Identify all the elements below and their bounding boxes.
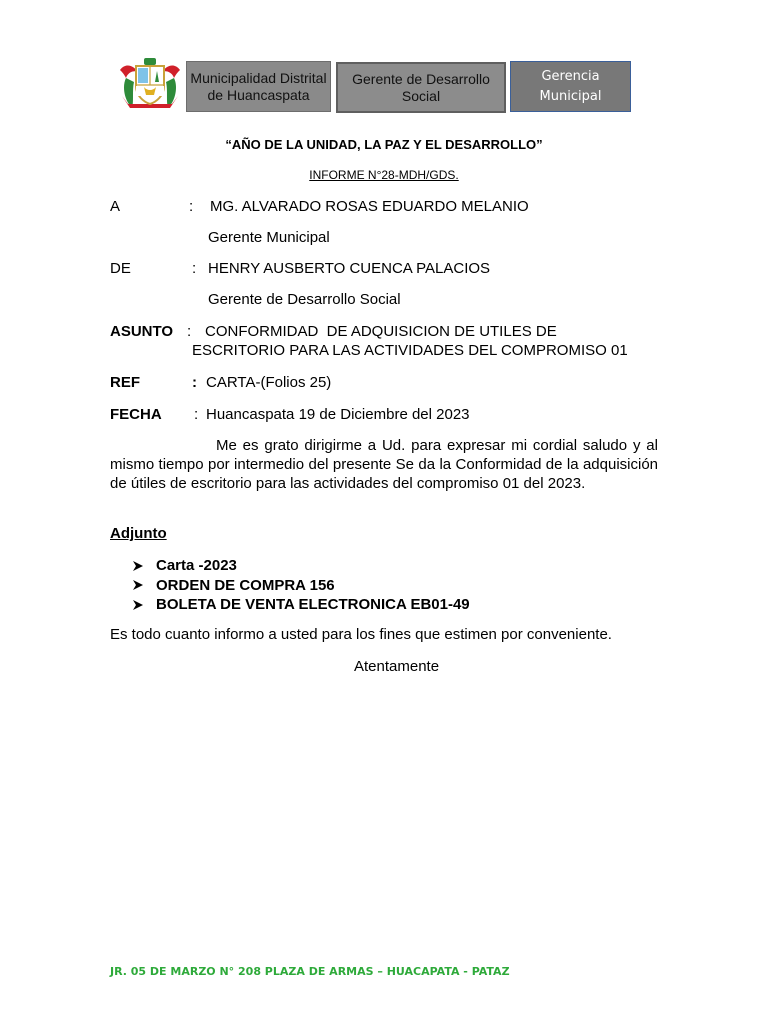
de-sender-name: HENRY AUSBERTO CUENCA PALACIOS	[208, 260, 491, 277]
fecha-label: FECHA	[110, 406, 162, 423]
footer-address: JR. 05 DE MARZO N° 208 PLAZA DE ARMAS – HUACAPATA - PATAZ	[110, 965, 510, 978]
adjunto-item-2: ORDEN DE COMPRA 156	[156, 576, 335, 594]
a-colon: :	[189, 198, 194, 215]
ref-colon: :	[192, 374, 197, 391]
adjunto-item-1: Carta -2023	[156, 557, 237, 574]
asunto-colon: :	[187, 323, 192, 340]
arrow-bullet-icon	[132, 560, 156, 572]
municipality-name: Municipalidad Distrital de Huancaspata	[190, 69, 327, 103]
a-label: A	[110, 198, 121, 215]
informe-number: INFORME N°28-MDH/GDS.	[309, 168, 459, 182]
asunto-line-2: ESCRITORIO PARA LAS ACTIVIDADES DEL COMPROMISO 01	[192, 342, 628, 359]
municipality-label-box	[186, 61, 331, 112]
arrow-bullet-icon	[132, 579, 156, 591]
a-recipient-name: MG. ALVARADO ROSAS EDUARDO MELANIO	[210, 198, 529, 215]
arrow-bullet-icon	[132, 599, 156, 611]
fecha-colon: :	[194, 406, 199, 423]
year-motto: “AÑO DE LA UNIDAD, LA PAZ Y EL DESARROLLO”	[225, 137, 543, 152]
body-paragraph	[110, 436, 658, 493]
asunto-label: ASUNTO	[110, 323, 174, 340]
ref-label: REF	[110, 374, 140, 391]
adjunto-list	[132, 556, 470, 615]
closing-sentence: Es todo cuanto informo a usted para los fines que estimen por conveniente.	[110, 626, 612, 643]
list-item	[132, 576, 470, 596]
ref-value: CARTA-(Folios 25)	[206, 374, 332, 391]
body-text: Me es grato dirigirme a Ud. para expresar mi cordial saludo y al mismo tiempo por intermedio del presente Se da la Conformidad de la adquisición de útiles de escritorio para las actividades del compromiso 01 del 2023.	[110, 437, 658, 492]
peru-coat-of-arms-icon	[116, 56, 184, 112]
adjunto-heading: Adjunto	[110, 525, 167, 542]
signoff: Atentamente	[354, 658, 440, 675]
asunto-line-1: CONFORMIDAD DE ADQUISICION DE UTILES DE	[205, 323, 557, 340]
list-item	[132, 595, 470, 615]
fecha-value: Huancaspata 19 de Diciembre del 2023	[206, 406, 470, 423]
office-name: Gerente de Desarrollo Social	[352, 70, 490, 104]
de-sender-role: Gerente de Desarrollo Social	[208, 291, 401, 308]
de-label: DE	[110, 260, 131, 277]
office-label-box	[336, 62, 506, 113]
gerencia-label-box	[510, 61, 631, 112]
adjunto-item-3: BOLETA DE VENTA ELECTRONICA EB01-49	[156, 596, 470, 613]
list-item	[132, 556, 470, 576]
a-recipient-role: Gerente Municipal	[208, 229, 330, 246]
de-colon: :	[192, 260, 197, 277]
gerencia-name: Gerencia Municipal	[539, 68, 602, 104]
